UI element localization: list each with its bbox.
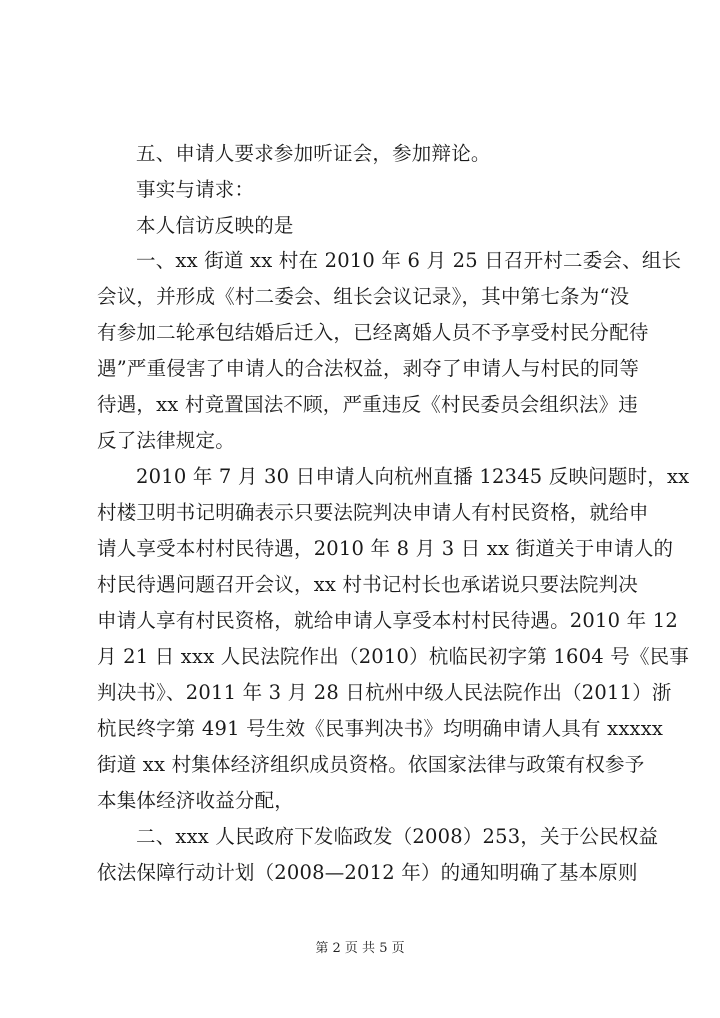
text-line-3: 本人信访反映的是 (136, 214, 294, 237)
text-line-14: 申请人享有村民资格，就给申请人享受本村村民待遇。2010 年 12 (97, 609, 678, 632)
text-line-11: 村楼卫明书记明确表示只要法院判决申请人有村民资格，就给申 (97, 501, 649, 524)
text-line-18: 街道 xx 村集体经济组织成员资格。依国家法律与政策有权参予 (97, 753, 645, 776)
text-line-13: 村民待遇问题召开会议，xx 村书记村长也承诺说只要法院判决 (97, 573, 638, 596)
page-number-footer: 第 2 页 共 5 页 (315, 941, 405, 956)
text-line-9: 反了法律规定。 (97, 429, 235, 452)
text-line-4: 一、xx 街道 xx 村在 2010 年 6 月 25 日召开村二委会、组长 (136, 249, 682, 272)
text-line-12: 请人享受本村村民待遇，2010 年 8 月 3 日 xx 街道关于申请人的 (97, 537, 674, 560)
text-line-21: 依法保障行动计划（2008—2012 年）的通知明确了基本原则 (97, 861, 638, 884)
text-line-16: 判决书》、2011 年 3 月 28 日杭州中级人民法院作出（2011）浙 (97, 681, 672, 704)
text-line-8: 待遇，xx 村竟置国法不顾，严重违反《村民委员会组织法》违 (97, 393, 638, 416)
text-line-6: 有参加二轮承包结婚后迁入，已经离婚人员不予享受村民分配待 (97, 321, 649, 344)
text-line-5: 会议，并形成《村二委会、组长会议记录》，其中第七条为“没 (97, 285, 630, 308)
text-line-7: 遇”严重侵害了申请人的合法权益，剥夺了申请人与村民的同等 (97, 357, 640, 380)
text-line-2: 事实与请求： (136, 178, 255, 201)
text-line-1: 五、申请人要求参加听证会，参加辩论。 (136, 142, 491, 165)
text-line-17: 杭民终字第 491 号生效《民事判决书》均明确申请人具有 xxxxx (97, 717, 664, 740)
text-line-15: 月 21 日 xxx 人民法院作出（2010）杭临民初字第 1604 号《民事 (97, 645, 690, 668)
text-line-10: 2010 年 7 月 30 日申请人向杭州直播 12345 反映问题时，xx (136, 465, 690, 488)
text-line-20: 二、xxx 人民政府下发临政发（2008）253，关于公民权益 (136, 825, 659, 848)
text-line-19: 本集体经济收益分配， (97, 789, 295, 812)
